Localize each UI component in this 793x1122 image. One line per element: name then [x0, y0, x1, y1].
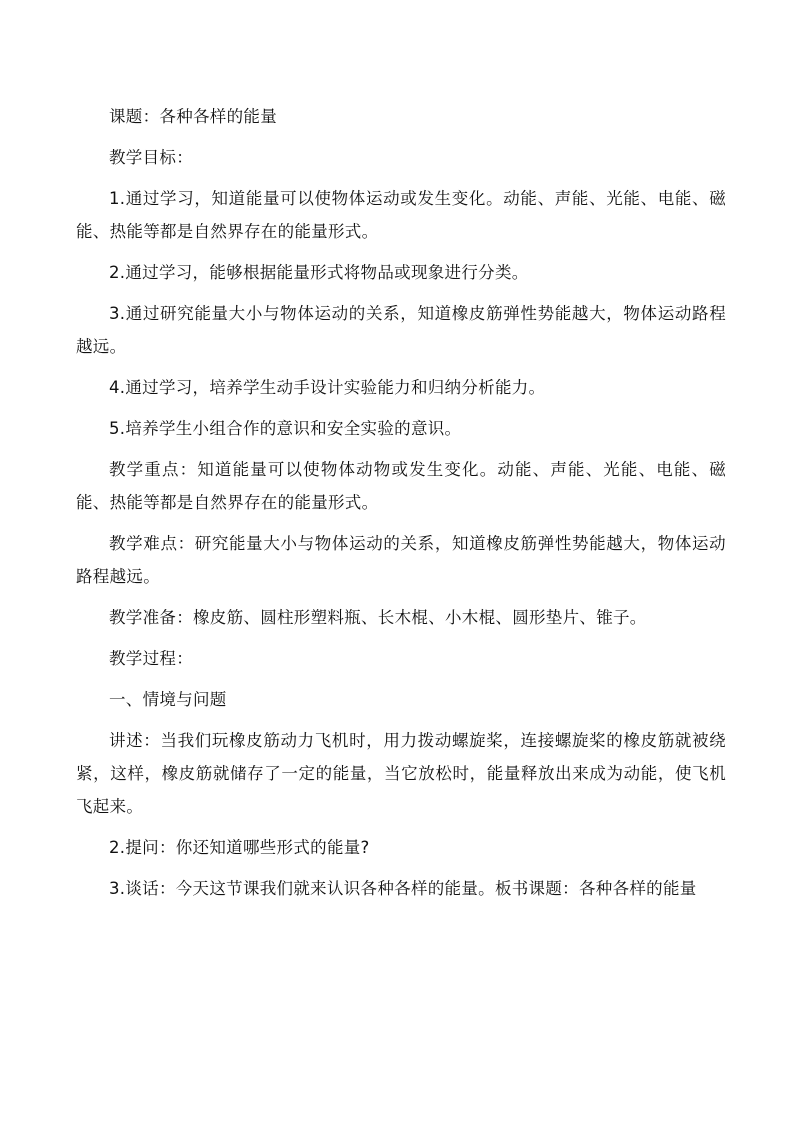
document-body [76, 100, 726, 913]
goal-item-5: 5.培养学生小组合作的意识和安全实验的意识。 [109, 419, 462, 438]
question-paragraph: 2.提问：你还知道哪些形式的能量? [109, 838, 370, 857]
goal-item-3: 3.通过研究能量大小与物体运动的关系，知道橡皮筋弹性势能越大，物体运动路程越远。 [76, 304, 726, 356]
goals-heading: 教学目标： [109, 148, 193, 167]
key-point-paragraph: 教学重点：知道能量可以使物体动物或发生变化。动能、声能、光能、电能、磁能、热能等都是自然界存在的能量形式。 [76, 460, 726, 512]
goal-item-4: 4.通过学习，培养学生动手设计实验能力和归纳分析能力。 [109, 378, 546, 397]
section-heading-1: 一、情境与问题 [109, 690, 227, 709]
preparation-paragraph: 教学准备：橡皮筋、圆柱形塑料瓶、长木棍、小木棍、圆形垫片、锥子。 [109, 608, 647, 627]
goal-item-1: 1.通过学习，知道能量可以使物体运动或发生变化。动能、声能、光能、电能、磁能、热能等都是自然界存在的能量形式。 [76, 189, 726, 241]
process-heading: 教学过程： [109, 649, 193, 668]
difficulty-paragraph: 教学难点：研究能量大小与物体运动的关系，知道橡皮筋弹性势能越大，物体运动路程越远。 [76, 534, 726, 586]
narration-paragraph: 讲述：当我们玩橡皮筋动力飞机时，用力拨动螺旋桨，连接螺旋桨的橡皮筋就被绕紧，这样，橡皮筋就储存了一定的能量，当它放松时，能量释放出来成为动能，使飞机飞起来。 [76, 731, 726, 816]
talk-paragraph: 3.谈话：今天这节课我们就来认识各种各样的能量。板书课题：各种各样的能量 [109, 879, 697, 898]
goal-item-2: 2.通过学习，能够根据能量形式将物品或现象进行分类。 [109, 263, 529, 282]
lesson-title: 课题：各种各样的能量 [109, 107, 277, 126]
